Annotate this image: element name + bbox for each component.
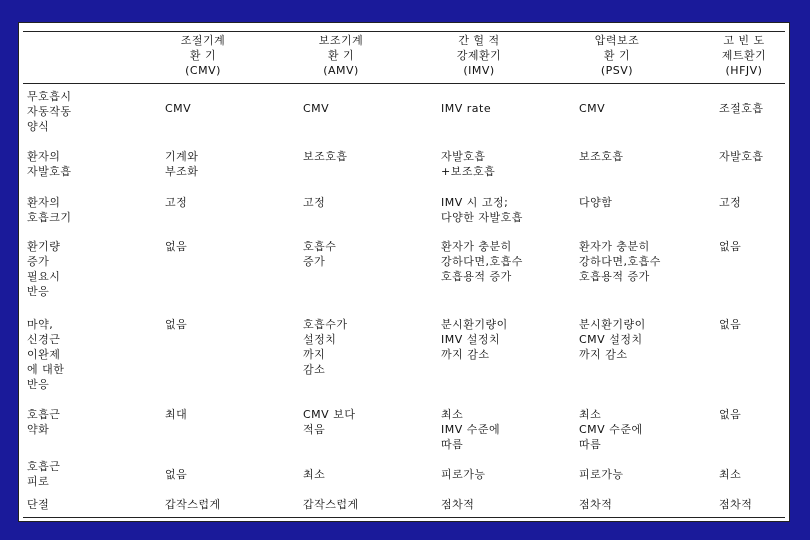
cell-imv: 자발호흡 +보조호흡 — [441, 150, 496, 178]
cell-imv: IMV rate — [441, 102, 492, 115]
cell-hfjv: 최소 — [719, 468, 742, 481]
cell-hfjv: 없음 — [719, 240, 742, 253]
cell-psv: 환자가 충분히 강하다면,호흡수 호흡용적 증가 — [579, 240, 661, 283]
cell-psv: 최소 CMV 수준에 따름 — [579, 408, 643, 451]
cell-imv: 최소 IMV 수준에 따름 — [441, 408, 501, 451]
cell-hfjv: 고정 — [719, 196, 742, 209]
row-label: 무호흡시 자동작동 양식 — [27, 90, 72, 133]
cell-psv: 보조호흡 — [579, 150, 624, 163]
cell-amv: 호흡수 증가 — [303, 240, 337, 268]
row-label: 환자의 호흡크기 — [27, 196, 72, 224]
cell-amv: CMV — [303, 102, 330, 115]
cell-cmv: 최대 — [165, 408, 188, 421]
cell-amv: 호흡수가 설정치 까지 감소 — [303, 318, 348, 376]
cell-imv: 점차적 — [441, 498, 475, 511]
cell-psv: CMV — [579, 102, 606, 115]
cell-cmv: 고정 — [165, 196, 188, 209]
header-imv: 간 헐 적 강제환기 (IMV) — [456, 34, 502, 77]
header-cmv: 조절기계 환 기 (CMV) — [180, 34, 226, 77]
header-psv: 압력보조 환 기 (PSV) — [594, 34, 640, 77]
header-rule — [23, 83, 785, 84]
cell-psv: 다양함 — [579, 196, 613, 209]
cell-hfjv: 없음 — [719, 318, 742, 331]
cell-amv: 최소 — [303, 468, 326, 481]
cell-psv: 점차적 — [579, 498, 613, 511]
cell-amv: CMV 보다 적음 — [303, 408, 356, 436]
row-label: 호흡근 약화 — [27, 408, 61, 436]
cell-imv: 환자가 충분히 강하다면,호흡수 호흡용적 증가 — [441, 240, 523, 283]
cell-cmv: 기계와 부조화 — [165, 150, 199, 178]
cell-cmv: CMV — [165, 102, 192, 115]
cell-psv: 분시환기량이 CMV 설정치 까지 감소 — [579, 318, 646, 361]
row-label: 단절 — [27, 498, 50, 511]
cell-imv: 피로가능 — [441, 468, 486, 481]
document-page — [18, 22, 790, 522]
row-label: 환자의 자발호흡 — [27, 150, 72, 178]
row-label: 환기량 증가 필요시 반응 — [27, 240, 61, 298]
cell-hfjv: 자발호흡 — [719, 150, 764, 163]
cell-hfjv: 점차적 — [719, 498, 753, 511]
cell-cmv: 없음 — [165, 240, 188, 253]
cell-imv: 분시환기량이 IMV 설정치 까지 감소 — [441, 318, 508, 361]
header-hfjv: 고 빈 도 제트환기 (HFJV) — [721, 34, 767, 77]
cell-amv: 갑작스럽게 — [303, 498, 359, 511]
row-label: 마약, 신경근 이완제 에 대한 반응 — [27, 318, 65, 391]
header-amv: 보조기계 환 기 (AMV) — [318, 34, 364, 77]
cell-hfjv: 없음 — [719, 408, 742, 421]
cell-cmv: 없음 — [165, 318, 188, 331]
cell-cmv: 갑작스럽게 — [165, 498, 221, 511]
top-rule — [23, 31, 785, 32]
cell-amv: 보조호흡 — [303, 150, 348, 163]
cell-cmv: 없음 — [165, 468, 188, 481]
cell-psv: 피로가능 — [579, 468, 624, 481]
cell-hfjv: 조절호흡 — [719, 102, 764, 115]
cell-imv: IMV 시 고정; 다양한 자발호흡 — [441, 196, 523, 224]
cell-amv: 고정 — [303, 196, 326, 209]
bottom-rule — [23, 517, 785, 518]
row-label: 호흡근 피로 — [27, 460, 61, 488]
